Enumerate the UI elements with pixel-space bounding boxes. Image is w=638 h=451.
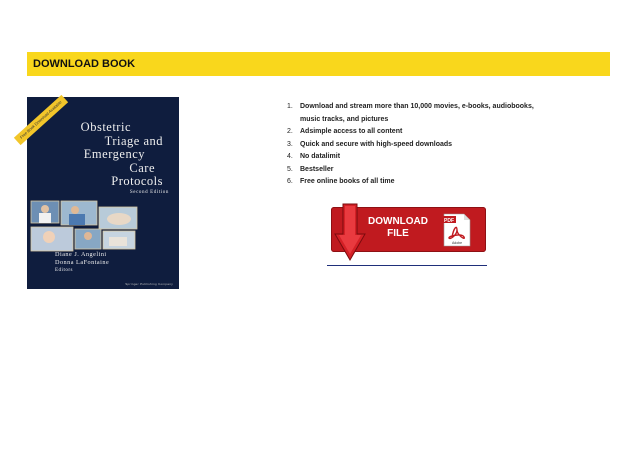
photo-collage-graphic bbox=[31, 201, 175, 251]
book-edition: Second Edition bbox=[129, 190, 169, 195]
feature-list bbox=[287, 101, 547, 189]
author-1: Diane J. Angelini bbox=[55, 251, 107, 258]
title-line-1: Obstetric bbox=[80, 120, 131, 134]
editors-label: Editors bbox=[55, 268, 73, 273]
download-button-label bbox=[368, 216, 428, 240]
title-line-4: Care bbox=[129, 160, 155, 175]
list-item: 2. Adsimple access to all content bbox=[287, 128, 403, 135]
list-item: 3. Quick and secure with high-speed downloads bbox=[287, 140, 453, 148]
list-item: 1. Download and stream more than 10,000 movies, e-books, audiobooks, music tracks, and pictures bbox=[287, 103, 534, 123]
book-authors bbox=[55, 251, 109, 275]
link-underline bbox=[327, 265, 487, 266]
cover-badge: Free Book Download Available bbox=[14, 95, 68, 145]
book-publisher: Springer Publishing Company bbox=[125, 282, 173, 286]
download-label-line-1: DOWNLOAD bbox=[368, 216, 428, 227]
adobe-label: Adobe bbox=[451, 241, 463, 245]
book-title bbox=[27, 121, 175, 189]
download-file-button[interactable] bbox=[331, 207, 486, 252]
title-line-3: Emergency bbox=[83, 147, 145, 161]
pdf-label: PDF bbox=[444, 218, 454, 224]
list-item: 5. Bestseller bbox=[287, 165, 334, 173]
title-line-5: Protocols bbox=[111, 174, 163, 188]
list-item: 6. Free online books of all time bbox=[287, 178, 395, 185]
list-item: 4. No datalimit bbox=[287, 153, 341, 160]
download-book-banner[interactable]: DOWNLOAD BOOK bbox=[27, 52, 610, 76]
pdf-file-icon bbox=[442, 213, 472, 247]
download-label-line-2: FILE bbox=[387, 228, 409, 239]
book-cover[interactable] bbox=[18, 97, 179, 289]
download-arrow-icon bbox=[335, 204, 365, 260]
author-2: Donna LaFontaine bbox=[55, 259, 110, 266]
cover-photo-collage bbox=[31, 201, 175, 251]
title-line-2: Triage and bbox=[104, 133, 163, 148]
